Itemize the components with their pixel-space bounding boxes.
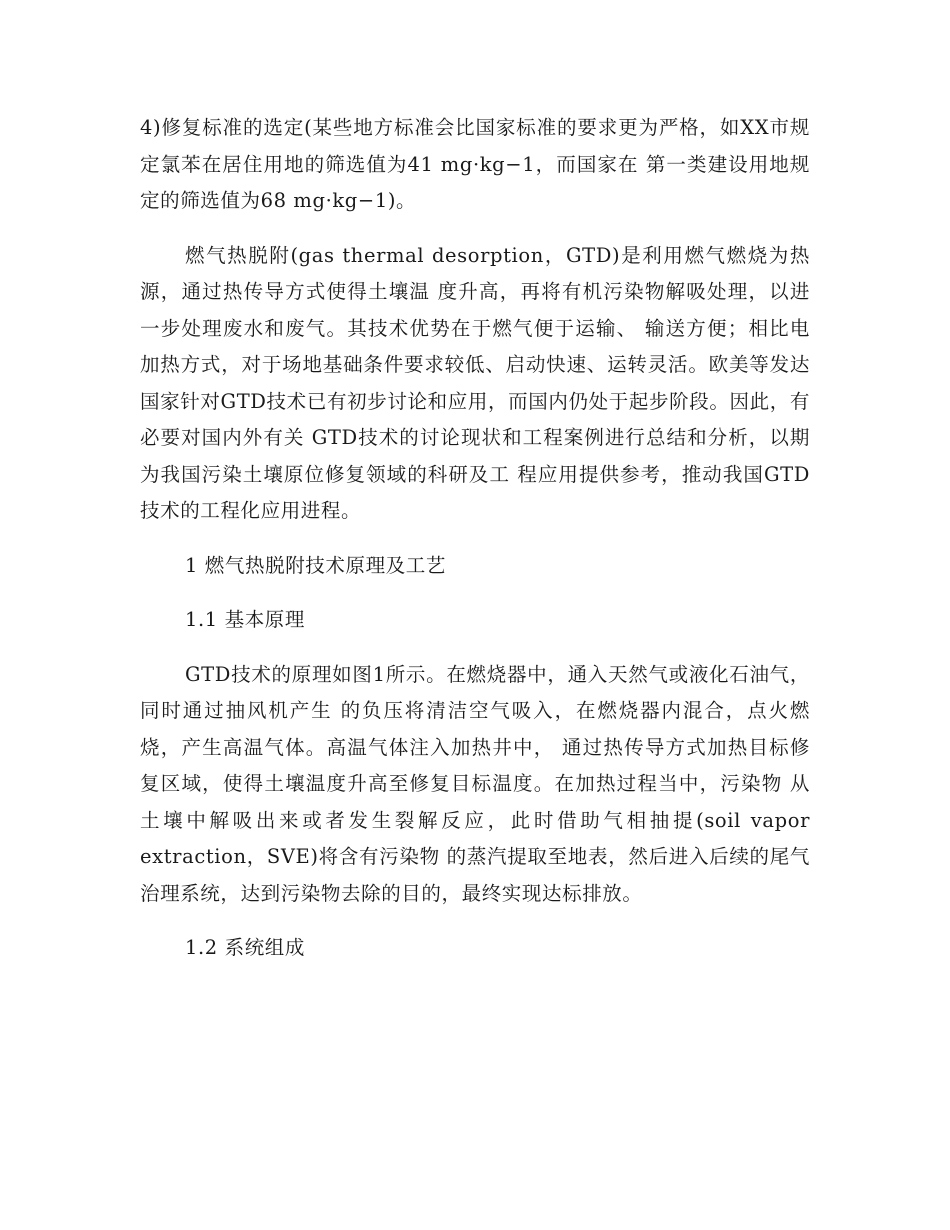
- paragraph-gtd-intro: 燃气热脱附(gas thermal desorption，GTD)是利用燃气燃烧为热源，通过热传导方式使得土壤温 度升高，再将有机污染物解吸处理，以进一步处理废水和废气。其技术优势在于燃气便于运输、 输送方便；相比电加热方式，对于场地基础条件要求较低、启动快速、运转灵活。欧美等发达 国家针对GTD技术已有初步讨论和应用，而国内仍处于起步阶段。因此，有必要对国内外有关 GTD技术的讨论现状和工程案例进行总结和分析，以期为我国污染土壤原位修复领域的科研及工 程应用提供参考，推动我国GTD技术的工程化应用进程。: [140, 243, 810, 522]
- section-heading-1: 1 燃气热脱附技术原理及工艺: [185, 553, 447, 577]
- paragraph-basic-principle: GTD技术的原理如图1所示。在燃烧器中，通入天然气或液化石油气，同时通过抽风机产生 的负压将清洁空气吸入，在燃烧器内混合，点火燃烧，产生高温气体。高温气体注入加热井中， 通过热传导方式加热目标修复区域，使得土壤温度升高至修复目标温度。在加热过程当中，污染物 从土壤中解吸出来或者发生裂解反应，此时借助气相抽提(soil vapor extraction，SVE)将含有污染物 的蒸汽提取至地表，然后进入后续的尾气治理系统，达到污染物去除的目的，最终实现达标排放。: [140, 662, 810, 905]
- document-page: [140, 110, 810, 985]
- section-heading-1-1: 1.1 基本原理: [185, 608, 306, 631]
- section-heading-1-2: 1.2 系统组成: [185, 936, 306, 959]
- paragraph-remediation-standards: 4)修复标准的选定(某些地方标准会比国家标准的要求更为严格，如XX市规定氯苯在居住用地的筛选值为41 mg·kg−1，而国家在 第一类建设用地规定的筛选值为68 mg·kg−1)。: [140, 116, 810, 212]
